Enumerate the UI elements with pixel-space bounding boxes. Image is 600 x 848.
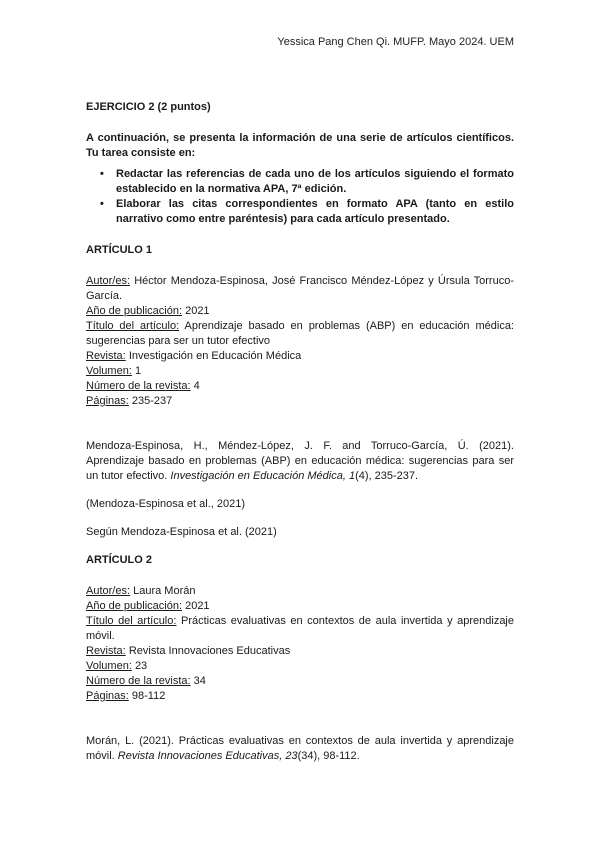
field-title bbox=[86, 614, 514, 644]
reference-issue-pages: (4), 235-237. bbox=[355, 470, 419, 482]
field-title bbox=[86, 319, 514, 349]
task-item: • Elaborar las citas correspondientes en formato APA (tanto en estilo narrativo como entre paréntesis) para cada artículo presentado. bbox=[86, 197, 514, 227]
field-label: Páginas: bbox=[86, 690, 129, 702]
field-label: Número de la revista: bbox=[86, 380, 191, 392]
field-value: Aprendizaje basado en problemas (ABP) en educación médica: sugerencias para ser un tutor efectivo bbox=[86, 320, 514, 347]
field-label: Título del artículo: bbox=[86, 615, 177, 627]
article-2-fields bbox=[86, 584, 514, 704]
exercise-intro: A continuación, se presenta la información de una serie de artículos científicos. Tu tarea consiste en: bbox=[86, 132, 514, 159]
reference-text: Morán, L. (2021). Prácticas evaluativas en contextos de aula invertida y aprendizaje móvil. bbox=[86, 735, 514, 762]
field-label: Número de la revista: bbox=[86, 675, 191, 687]
field-label: Autor/es: bbox=[86, 585, 131, 597]
field-value: Investigación en Educación Médica bbox=[128, 350, 302, 362]
field-pages bbox=[86, 394, 514, 409]
field-value: Revista Innovaciones Educativas bbox=[128, 645, 291, 657]
reference-text: Mendoza-Espinosa, H., Méndez-López, J. F. and Torruco-García, Ú. (2021). Aprendizaje basado en problemas (ABP) en educación médica: sugerencias para ser un tutor efectivo. bbox=[86, 440, 514, 482]
field-value: Prácticas evaluativas en contextos de aula invertida y aprendizaje móvil. bbox=[86, 615, 514, 642]
field-label: Revista: bbox=[86, 645, 126, 657]
field-label: Año de publicación: bbox=[86, 600, 183, 612]
field-year bbox=[86, 304, 514, 319]
article-1-heading: ARTÍCULO 1 bbox=[86, 244, 152, 256]
field-label: Páginas: bbox=[86, 395, 129, 407]
exercise-title: EJERCICIO 2 (2 puntos) bbox=[86, 101, 211, 113]
field-year bbox=[86, 599, 514, 614]
reference-issue-pages: (34), 98-112. bbox=[297, 750, 360, 762]
page-header: Yessica Pang Chen Qi. MUFP. Mayo 2024. UEM bbox=[277, 36, 514, 48]
field-volume bbox=[86, 364, 514, 379]
field-label: Volumen: bbox=[86, 660, 132, 672]
field-value: Laura Morán bbox=[133, 585, 196, 597]
article-1-fields bbox=[86, 274, 514, 409]
reference-journal: Investigación en Educación Médica, 1 bbox=[170, 470, 356, 482]
article-1-parenthetical-citation: (Mendoza-Espinosa et al., 2021) bbox=[86, 498, 245, 510]
field-value: 34 bbox=[193, 675, 206, 687]
field-value: 2021 bbox=[185, 600, 210, 612]
field-journal bbox=[86, 644, 514, 659]
field-value: 235-237 bbox=[131, 395, 173, 407]
field-value: 2021 bbox=[185, 305, 210, 317]
field-value: 4 bbox=[193, 380, 200, 392]
field-authors bbox=[86, 274, 514, 304]
field-volume bbox=[86, 659, 514, 674]
document-body bbox=[86, 100, 514, 764]
task-item: • Redactar las referencias de cada uno de los artículos siguiendo el formato establecido en la normativa APA, 7ª edición. bbox=[86, 167, 514, 197]
article-1-reference bbox=[86, 439, 514, 484]
article-2-heading: ARTÍCULO 2 bbox=[86, 554, 152, 566]
field-value: 23 bbox=[134, 660, 148, 672]
field-value: Héctor Mendoza-Espinosa, José Francisco Méndez-López y Úrsula Torruco-García. bbox=[86, 275, 514, 302]
field-label: Autor/es: bbox=[86, 275, 131, 287]
field-label: Volumen: bbox=[86, 365, 132, 377]
field-value: 98-112 bbox=[131, 690, 166, 702]
field-label: Título del artículo: bbox=[86, 320, 180, 332]
article-2-reference bbox=[86, 734, 514, 764]
field-value: 1 bbox=[134, 365, 142, 377]
field-authors bbox=[86, 584, 514, 599]
field-issue bbox=[86, 674, 514, 689]
task-list bbox=[86, 167, 514, 227]
field-label: Revista: bbox=[86, 350, 126, 362]
article-1-narrative-citation: Según Mendoza-Espinosa et al. (2021) bbox=[86, 526, 277, 538]
field-issue bbox=[86, 379, 514, 394]
field-journal bbox=[86, 349, 514, 364]
field-label: Año de publicación: bbox=[86, 305, 183, 317]
reference-journal: Revista Innovaciones Educativas, 23 bbox=[117, 750, 298, 762]
field-pages bbox=[86, 689, 514, 704]
